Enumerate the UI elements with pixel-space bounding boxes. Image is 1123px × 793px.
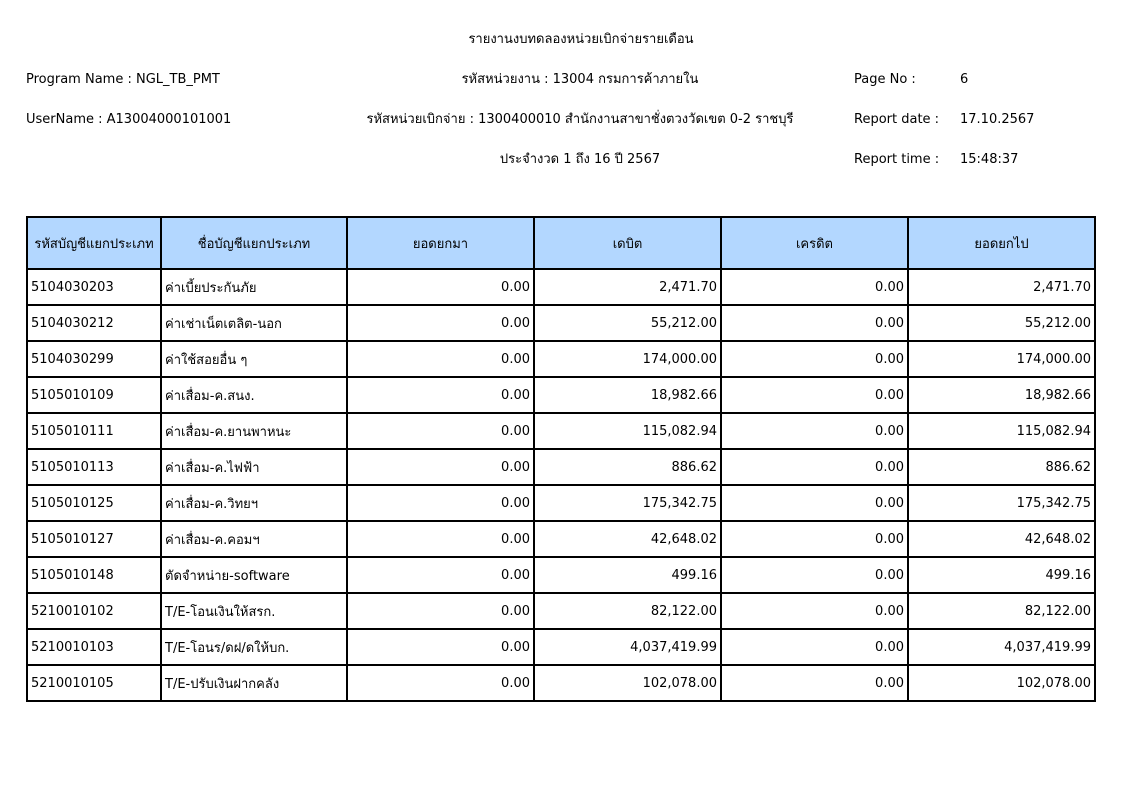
closing-balance-cell: 42,648.02 <box>908 521 1095 557</box>
debit-cell: 499.16 <box>534 557 721 593</box>
opening-balance-cell: 0.00 <box>347 377 534 413</box>
opening-balance-cell: 0.00 <box>347 341 534 377</box>
opening-balance-cell: 0.00 <box>347 629 534 665</box>
closing-balance-cell: 102,078.00 <box>908 665 1095 701</box>
closing-balance-cell: 175,342.75 <box>908 485 1095 521</box>
credit-cell: 0.00 <box>721 413 908 449</box>
account-code-cell: 5210010102 <box>27 593 161 629</box>
closing-balance-cell: 18,982.66 <box>908 377 1095 413</box>
table-header-row <box>27 217 1095 269</box>
debit-cell: 886.62 <box>534 449 721 485</box>
debit-cell: 42,648.02 <box>534 521 721 557</box>
account-name-cell: ค่าเสื่อม-ค.ไฟฟ้า <box>161 449 347 485</box>
closing-balance-cell: 115,082.94 <box>908 413 1095 449</box>
closing-balance-cell: 2,471.70 <box>908 269 1095 305</box>
table-row <box>27 485 1095 521</box>
account-code-cell: 5104030299 <box>27 341 161 377</box>
credit-cell: 0.00 <box>721 269 908 305</box>
user-name: UserName : A13004000101001 <box>26 112 232 127</box>
account-name-cell: ค่าเสื่อม-ค.ยานพาหนะ <box>161 413 347 449</box>
opening-balance-cell: 0.00 <box>347 665 534 701</box>
table-row <box>27 377 1095 413</box>
closing-balance-cell: 4,037,419.99 <box>908 629 1095 665</box>
debit-cell: 82,122.00 <box>534 593 721 629</box>
account-name-cell: ค่าเช่าเน็ตเตลิต-นอก <box>161 305 347 341</box>
credit-cell: 0.00 <box>721 449 908 485</box>
debit-cell: 175,342.75 <box>534 485 721 521</box>
header-account-name: ชื่อบัญชีแยกประเภท <box>161 217 347 269</box>
opening-balance-cell: 0.00 <box>347 521 534 557</box>
account-code-cell: 5105010109 <box>27 377 161 413</box>
table-row <box>27 629 1095 665</box>
report-title: รายงานงบทดลองหน่วยเบิกจ่ายรายเดือน <box>468 32 694 47</box>
table-row <box>27 269 1095 305</box>
account-name-cell: T/E-โอนเงินให้สรก. <box>161 593 347 629</box>
disbursement-unit-line: รหัสหน่วยเบิกจ่าย : 1300400010 สำนักงานสาขาชั่งตวงวัดเขต 0-2 ราชบุรี <box>366 112 794 127</box>
report-date-label: Report date : <box>854 112 940 127</box>
report-time-value: 15:48:37 <box>960 152 1019 167</box>
page-no-value: 6 <box>960 72 969 87</box>
trial-balance-table <box>26 216 1096 702</box>
account-code-cell: 5210010105 <box>27 665 161 701</box>
credit-cell: 0.00 <box>721 521 908 557</box>
period-line: ประจำงวด 1 ถึง 16 ปี 2567 <box>499 152 661 167</box>
closing-balance-cell: 886.62 <box>908 449 1095 485</box>
table-row <box>27 593 1095 629</box>
credit-cell: 0.00 <box>721 665 908 701</box>
debit-cell: 55,212.00 <box>534 305 721 341</box>
header-credit: เครดิต <box>721 217 908 269</box>
debit-cell: 102,078.00 <box>534 665 721 701</box>
opening-balance-cell: 0.00 <box>347 413 534 449</box>
credit-cell: 0.00 <box>721 377 908 413</box>
credit-cell: 0.00 <box>721 305 908 341</box>
account-code-cell: 5105010125 <box>27 485 161 521</box>
opening-balance-cell: 0.00 <box>347 449 534 485</box>
closing-balance-cell: 499.16 <box>908 557 1095 593</box>
account-name-cell: ค่าเสื่อม-ค.คอมฯ <box>161 521 347 557</box>
table-row <box>27 413 1095 449</box>
account-name-cell: ค่าใช้สอยอื่น ๆ <box>161 341 347 377</box>
account-name-cell: T/E-ปรับเงินฝากคลัง <box>161 665 347 701</box>
debit-cell: 174,000.00 <box>534 341 721 377</box>
report-date-value: 17.10.2567 <box>960 112 1035 127</box>
header-debit: เดบิต <box>534 217 721 269</box>
account-name-cell: ค่าเบี้ยประกันภัย <box>161 269 347 305</box>
opening-balance-cell: 0.00 <box>347 485 534 521</box>
account-code-cell: 5210010103 <box>27 629 161 665</box>
table-row <box>27 521 1095 557</box>
opening-balance-cell: 0.00 <box>347 305 534 341</box>
account-code-cell: 5104030212 <box>27 305 161 341</box>
closing-balance-cell: 174,000.00 <box>908 341 1095 377</box>
header-closing-balance: ยอดยกไป <box>908 217 1095 269</box>
account-code-cell: 5105010113 <box>27 449 161 485</box>
table-row <box>27 665 1095 701</box>
opening-balance-cell: 0.00 <box>347 269 534 305</box>
page-no-label: Page No : <box>854 72 916 87</box>
account-name-cell: T/E-โอนร/ดฝ/ดให้บก. <box>161 629 347 665</box>
account-code-cell: 5104030203 <box>27 269 161 305</box>
table-row <box>27 305 1095 341</box>
debit-cell: 4,037,419.99 <box>534 629 721 665</box>
report-time-label: Report time : <box>854 152 940 167</box>
header-opening-balance: ยอดยกมา <box>347 217 534 269</box>
account-name-cell: ค่าเสื่อม-ค.สนง. <box>161 377 347 413</box>
credit-cell: 0.00 <box>721 629 908 665</box>
table-body <box>27 269 1095 701</box>
closing-balance-cell: 55,212.00 <box>908 305 1095 341</box>
credit-cell: 0.00 <box>721 485 908 521</box>
debit-cell: 2,471.70 <box>534 269 721 305</box>
account-code-cell: 5105010111 <box>27 413 161 449</box>
credit-cell: 0.00 <box>721 593 908 629</box>
program-name: Program Name : NGL_TB_PMT <box>26 72 220 87</box>
account-code-cell: 5105010148 <box>27 557 161 593</box>
header-account-code: รหัสบัญชีแยกประเภท <box>27 217 161 269</box>
account-name-cell: ตัดจำหน่าย-software <box>161 557 347 593</box>
debit-cell: 115,082.94 <box>534 413 721 449</box>
agency-line: รหัสหน่วยงาน : 13004 กรมการค้าภายใน <box>461 72 699 87</box>
opening-balance-cell: 0.00 <box>347 557 534 593</box>
table-row <box>27 341 1095 377</box>
table-row <box>27 557 1095 593</box>
closing-balance-cell: 82,122.00 <box>908 593 1095 629</box>
account-code-cell: 5105010127 <box>27 521 161 557</box>
credit-cell: 0.00 <box>721 557 908 593</box>
opening-balance-cell: 0.00 <box>347 593 534 629</box>
table-row <box>27 449 1095 485</box>
credit-cell: 0.00 <box>721 341 908 377</box>
account-name-cell: ค่าเสื่อม-ค.วิทยฯ <box>161 485 347 521</box>
debit-cell: 18,982.66 <box>534 377 721 413</box>
